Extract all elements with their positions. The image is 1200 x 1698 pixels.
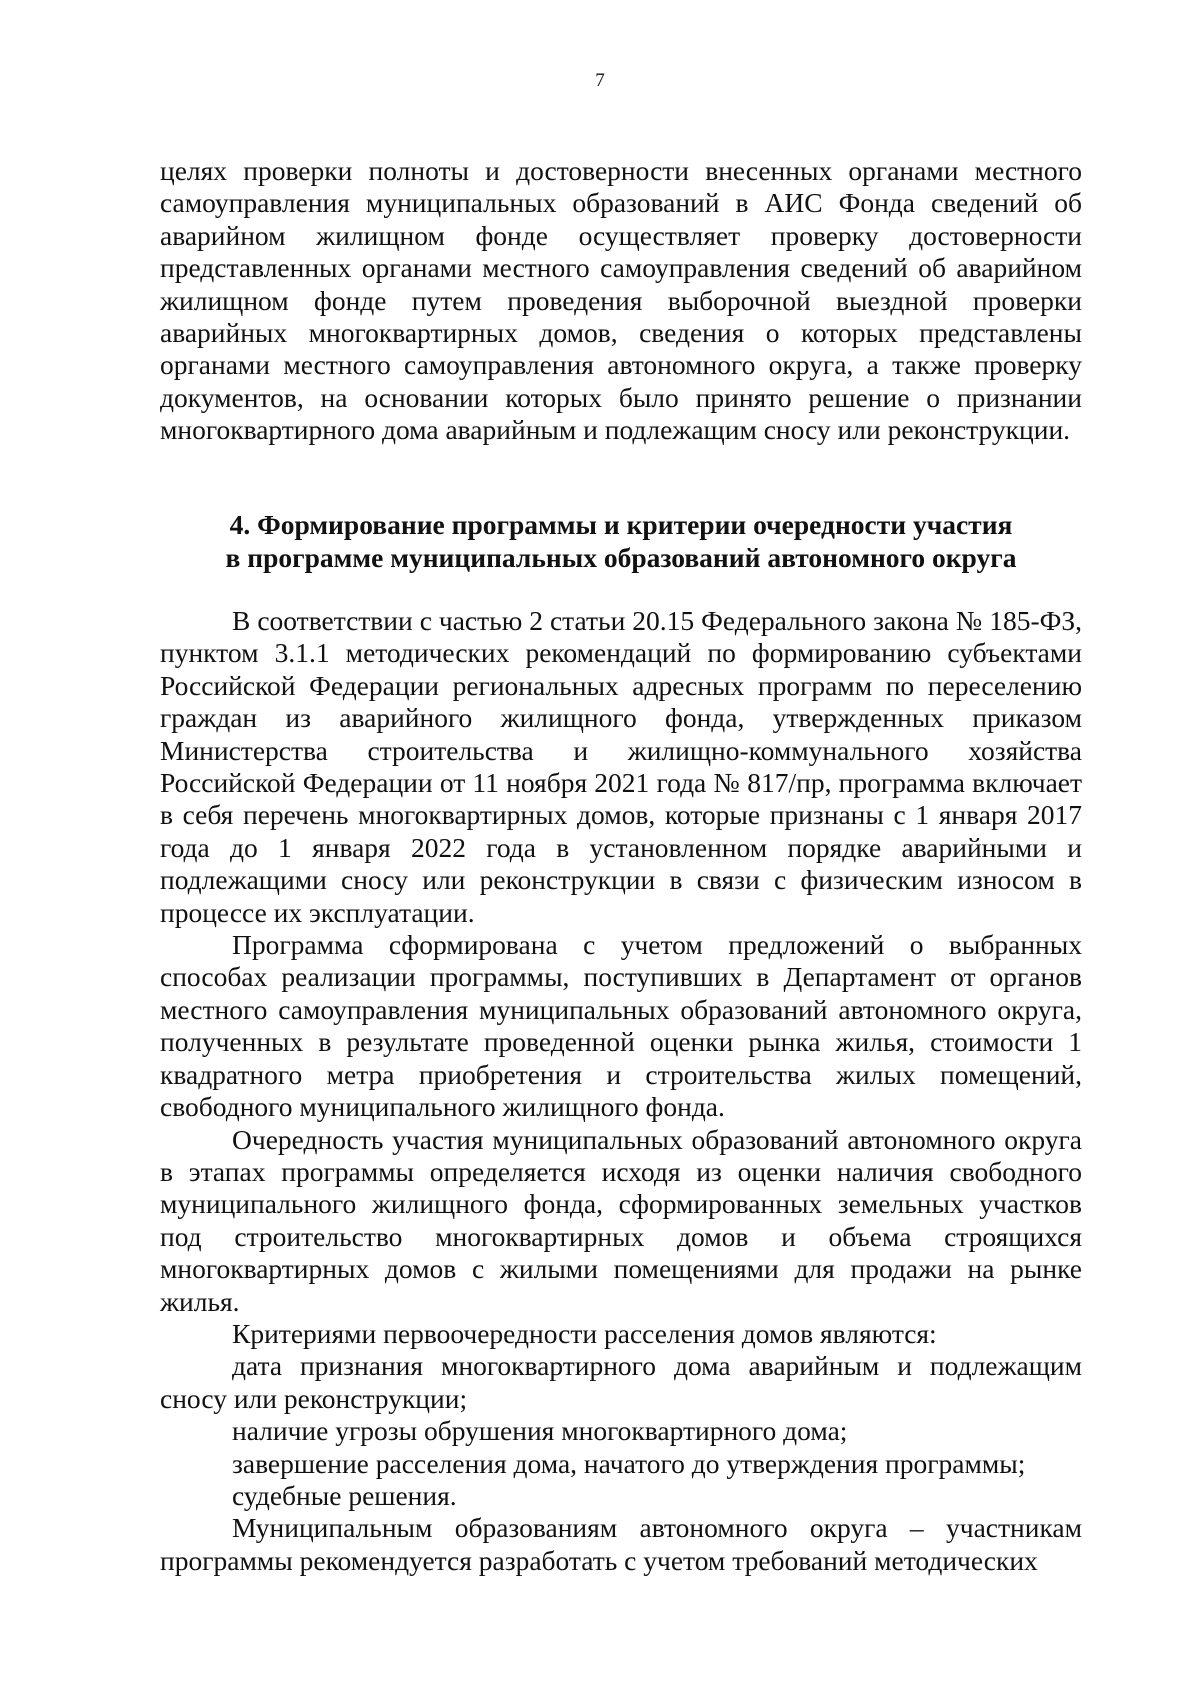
criteria-item: завершение расселения дома, начатого до утверждения программы; (232, 1447, 1026, 1479)
paragraph: Программа сформирована с учетом предложений о выбранных способах реализации программы, поступивших в Департамент от органов местного самоуправления муниципальных образований автономного округа, полученных в результате проведенной оценки рынка жилья, стоимости 1 квадратного метра приобретения и строительства жилых помещений, свободного муниципального жилищного фонда. (160, 929, 1082, 1123)
paragraph: Очередность участия муниципальных образований автономного округа в этапах программы определяется исходя из оценки наличия свободного муниципального жилищного фонда, сформированных земельных участков под строительство многоквартирных домов и объема строящихся многоквартирных домов с жилыми помещениями для продажи на рынке жилья. (160, 1123, 1082, 1317)
section-body (160, 605, 1082, 1577)
paragraph: В соответствии с частью 2 статьи 20.15 Федерального закона № 185-ФЗ, пунктом 3.1.1 методических рекомендаций по формированию субъектами Российской Федерации региональных адресных программ по переселению граждан из аварийного жилищного фонда, утвержденных приказом Министерства строительства и жилищно-коммунального хозяйства Российской Федерации от 11 ноября 2021 года № 817/пр, программа включает в себя перечень многоквартирных домов, которые признаны с 1 января 2017 года до 1 января 2022 года в установленном порядке аварийными и подлежащими сносу или реконструкции в связи с физическим износом в процессе их эксплуатации. (160, 605, 1082, 928)
paragraph: Критериями первоочередности расселения домов являются: (232, 1317, 937, 1349)
section-heading-line: 4. Формирование программы и критерии очередности участия (229, 509, 1013, 540)
paragraph: Муниципальным образованиям автономного округа – участникам программы рекомендуется разработать с учетом требований методических (160, 1512, 1082, 1576)
criteria-item: дата признания многоквартирного дома аварийным и подлежащим сносу или реконструкции; (160, 1350, 1082, 1414)
section-heading (160, 508, 1082, 574)
paragraph: целях проверки полноты и достоверности внесенных органами местного самоуправления муниципальных образований в АИС Фонда сведений об аварийном жилищном фонде осуществляет проверку достоверности представленных органами местного самоуправления сведений об аварийном жилищном фонде путем проведения выборочной выездной проверки аварийных многоквартирных домов, сведения о которых представлены органами местного самоуправления автономного округа, а также проверку документов, на основании которых было принято решение о признании многоквартирного дома аварийным и подлежащим сносу или реконструкции. (160, 155, 1082, 446)
criteria-item: судебные решения. (232, 1479, 457, 1511)
section-heading-line: в программе муниципальных образований автономного округа (225, 542, 1017, 573)
intro-text-block (160, 155, 1082, 447)
criteria-item: наличие угрозы обрушения многоквартирного дома; (232, 1415, 848, 1447)
page-number: 7 (595, 70, 605, 91)
